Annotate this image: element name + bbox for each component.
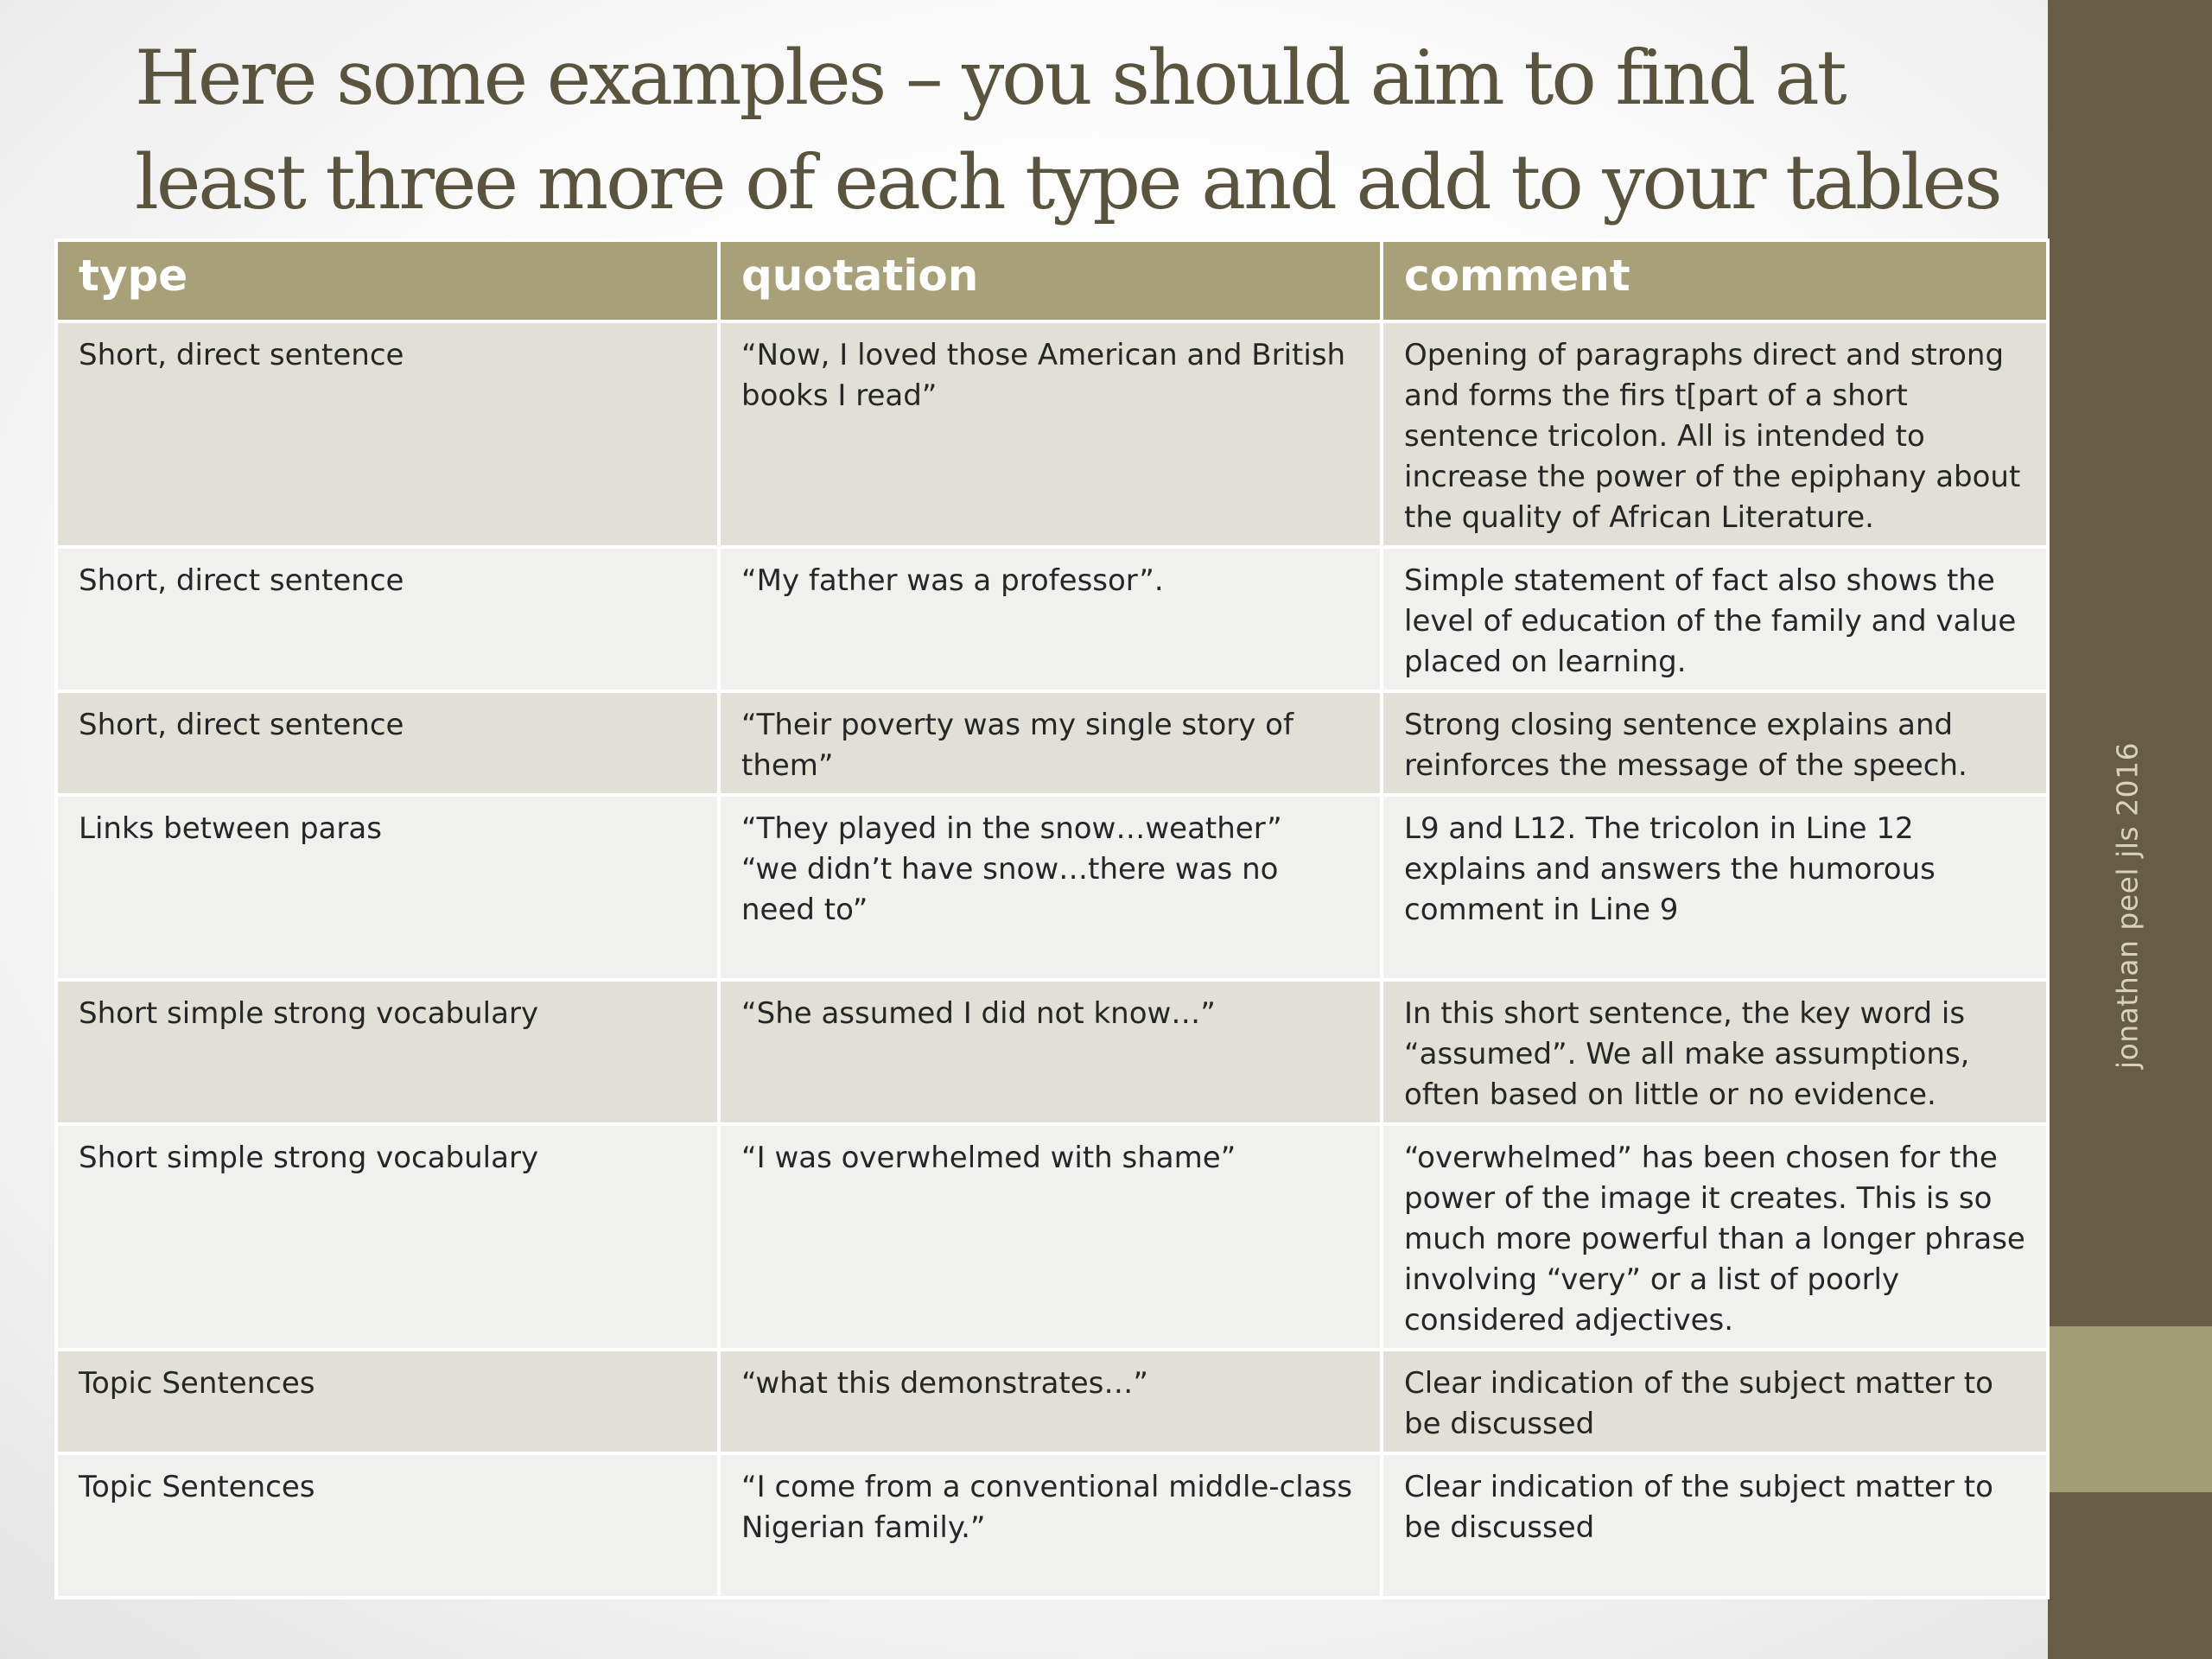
table-header-row bbox=[56, 240, 2048, 321]
cell-type: Short, direct sentence bbox=[56, 547, 719, 691]
cell-comment: Opening of paragraphs direct and strong and forms the firs t[part of a short sentence tricolon. All is intended to increase the power of the epiphany about the quality of African Literature. bbox=[1382, 321, 2048, 547]
quotation-line: “My father was a professor”. bbox=[741, 563, 1164, 598]
cell-type: Links between paras bbox=[56, 795, 719, 980]
examples-table bbox=[54, 238, 2050, 1599]
cell-comment: L9 and L12. The tricolon in Line 12 explains and answers the humorous comment in Line 9 bbox=[1382, 795, 2048, 980]
header-comment: comment bbox=[1382, 240, 2048, 321]
cell-comment: In this short sentence, the key word is “assumed”. We all make assumptions, often based on little or no evidence. bbox=[1382, 980, 2048, 1124]
table-row bbox=[56, 1124, 2048, 1350]
quotation-line: “I was overwhelmed with shame” bbox=[741, 1141, 1236, 1175]
table-row bbox=[56, 547, 2048, 691]
quotation-line: “what this demonstrates…” bbox=[741, 1366, 1148, 1401]
cell-type: Topic Sentences bbox=[56, 1350, 719, 1453]
slide-title: Here some examples – you should aim to find at least three more of each type and add to your tables bbox=[135, 34, 2000, 226]
table-row bbox=[56, 691, 2048, 795]
cell-type: Short simple strong vocabulary bbox=[56, 980, 719, 1124]
cell-quotation bbox=[719, 980, 1382, 1124]
cell-comment: “overwhelmed” has been chosen for the power of the image it creates. This is so much more powerful than a longer phrase involving “very” or a list of poorly considered adjectives. bbox=[1382, 1124, 2048, 1350]
cell-comment: Clear indication of the subject matter to be discussed bbox=[1382, 1350, 2048, 1453]
quotation-line: “I come from a conventional middle-class Nigerian family.” bbox=[741, 1470, 1352, 1545]
cell-quotation bbox=[719, 1124, 1382, 1350]
cell-quotation bbox=[719, 1453, 1382, 1598]
table-row bbox=[56, 1350, 2048, 1453]
cell-type: Short, direct sentence bbox=[56, 321, 719, 547]
table-row bbox=[56, 980, 2048, 1124]
table-row bbox=[56, 795, 2048, 980]
header-type: type bbox=[56, 240, 719, 321]
cell-comment: Strong closing sentence explains and reinforces the message of the speech. bbox=[1382, 691, 2048, 795]
cell-comment: Simple statement of fact also shows the level of education of the family and value placed on learning. bbox=[1382, 547, 2048, 691]
footer-credit: jonathan peel jls 2016 bbox=[2110, 741, 2145, 1070]
cell-quotation bbox=[719, 321, 1382, 547]
cell-type: Short, direct sentence bbox=[56, 691, 719, 795]
cell-type: Short simple strong vocabulary bbox=[56, 1124, 719, 1350]
table-row bbox=[56, 321, 2048, 547]
cell-comment: Clear indication of the subject matter to be discussed bbox=[1382, 1453, 2048, 1598]
table-row bbox=[56, 1453, 2048, 1598]
cell-quotation bbox=[719, 547, 1382, 691]
quotation-line: “Now, I loved those American and British books I read” bbox=[741, 338, 1346, 413]
cell-quotation bbox=[719, 691, 1382, 795]
quotation-line: “Their poverty was my single story of them” bbox=[741, 708, 1294, 783]
cell-type: Topic Sentences bbox=[56, 1453, 719, 1598]
quotation-line: “They played in the snow…weather” bbox=[741, 811, 1282, 846]
quotation-line: “She assumed I did not know…” bbox=[741, 996, 1216, 1031]
header-quotation: quotation bbox=[719, 240, 1382, 321]
cell-quotation bbox=[719, 1350, 1382, 1453]
sidebar-accent-band bbox=[2048, 1326, 2212, 1492]
quotation-line: “we didn’t have snow…there was no need to” bbox=[741, 852, 1279, 927]
cell-quotation bbox=[719, 795, 1382, 980]
